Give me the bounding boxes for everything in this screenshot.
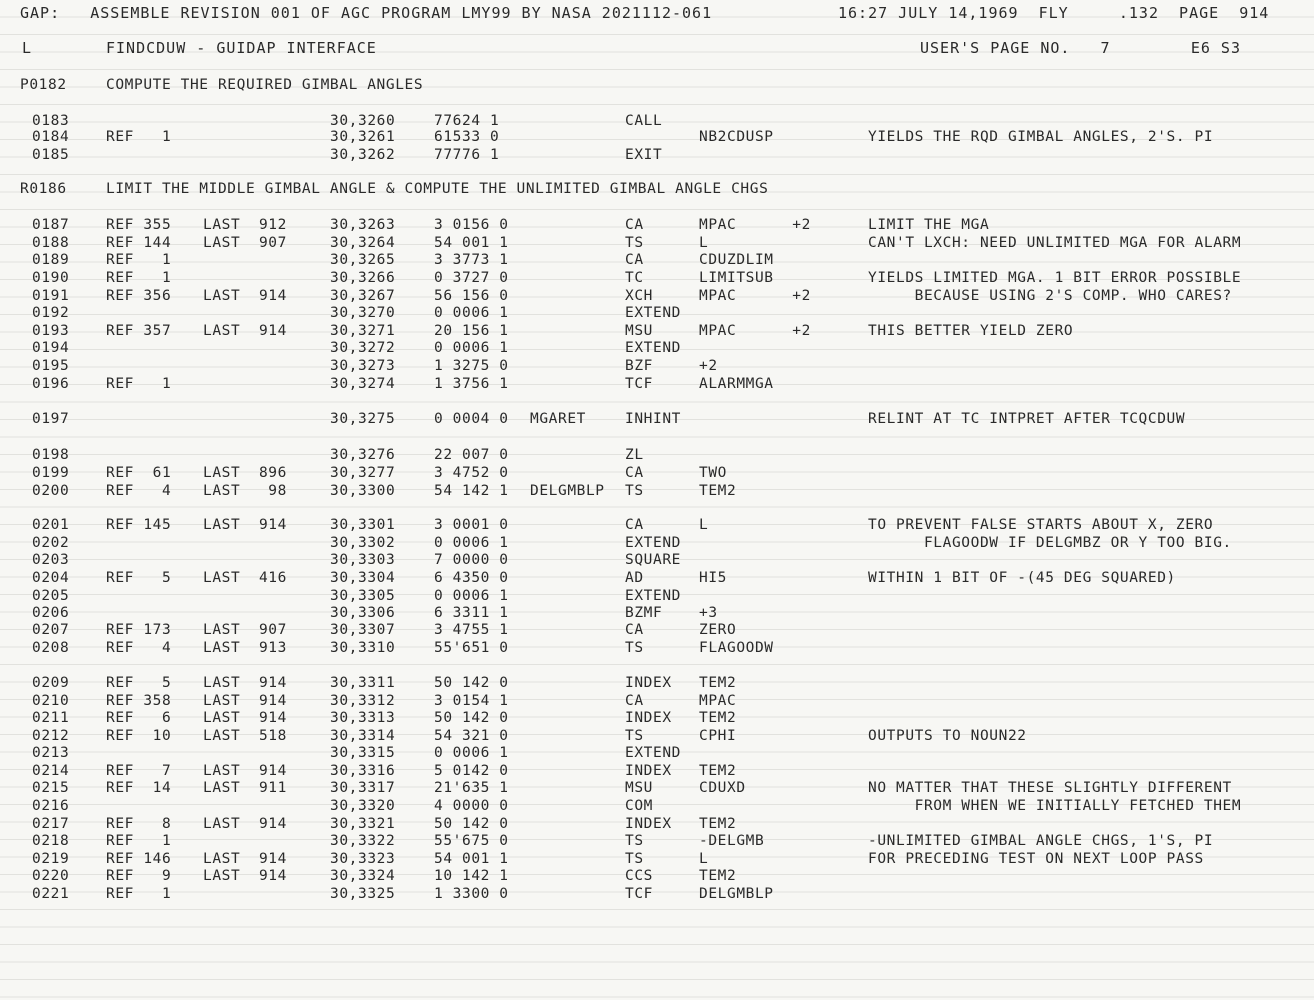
address-field: 30,3262 xyxy=(330,147,396,163)
code-field: 22 007 0 xyxy=(434,447,509,463)
comment-field: WITHIN 1 BIT OF -(45 DEG SQUARED) xyxy=(868,570,1176,586)
operand-field: TEM2 xyxy=(699,816,737,832)
address-field: 30,3302 xyxy=(330,535,396,551)
ref-field: REF 1 xyxy=(106,129,172,145)
ref-field: REF 1 xyxy=(106,270,172,286)
code-field: 54 001 1 xyxy=(434,851,509,867)
address-field: 30,3311 xyxy=(330,675,396,691)
code-field: 6 3311 1 xyxy=(434,605,509,621)
address-field: 30,3316 xyxy=(330,763,396,779)
code-field: 3 3773 1 xyxy=(434,252,509,268)
last-field: LAST 416 xyxy=(203,570,287,586)
comment-field: OUTPUTS TO NOUN22 xyxy=(868,728,1027,744)
line-number: 0215 xyxy=(32,780,70,796)
opcode-field: CALL xyxy=(625,113,663,129)
code-field: 3 4752 0 xyxy=(434,465,509,481)
address-field: 30,3301 xyxy=(330,517,396,533)
section-number: R0186 xyxy=(20,181,67,197)
operand-field: MPAC +2 xyxy=(699,323,811,339)
opcode-field: CA xyxy=(625,217,644,233)
operand-field: L xyxy=(699,851,709,867)
opcode-field: EXTEND xyxy=(625,588,681,604)
opcode-field: TS xyxy=(625,483,644,499)
code-field: 3 0154 1 xyxy=(434,693,509,709)
address-field: 30,3266 xyxy=(330,270,396,286)
operand-field: LIMITSUB xyxy=(699,270,774,286)
opcode-field: BZMF xyxy=(625,605,663,621)
line-number: 0219 xyxy=(32,851,70,867)
ref-field: REF 146 xyxy=(106,851,172,867)
code-field: 3 0001 0 xyxy=(434,517,509,533)
line-number: 0185 xyxy=(32,147,70,163)
opcode-field: INDEX xyxy=(625,710,672,726)
ref-field: REF 356 xyxy=(106,288,172,304)
address-field: 30,3310 xyxy=(330,640,396,656)
code-field: 3 4755 1 xyxy=(434,622,509,638)
line-number: 0220 xyxy=(32,868,70,884)
ref-field: REF 358 xyxy=(106,693,172,709)
address-field: 30,3323 xyxy=(330,851,396,867)
line-number: 0188 xyxy=(32,235,70,251)
opcode-field: CA xyxy=(625,465,644,481)
subheader-marker: L xyxy=(22,39,33,57)
address-field: 30,3320 xyxy=(330,798,396,814)
operand-field: HI5 xyxy=(699,570,727,586)
line-number: 0201 xyxy=(32,517,70,533)
code-field: 0 0006 1 xyxy=(434,305,509,321)
line-number: 0209 xyxy=(32,675,70,691)
code-field: 20 156 1 xyxy=(434,323,509,339)
address-field: 30,3272 xyxy=(330,340,396,356)
ref-field: REF 144 xyxy=(106,235,172,251)
operand-field: CDUZDLIM xyxy=(699,252,774,268)
ref-field: REF 9 xyxy=(106,868,172,884)
line-number: 0208 xyxy=(32,640,70,656)
operand-field: CDUXD xyxy=(699,780,746,796)
ref-field: REF 5 xyxy=(106,570,172,586)
opcode-field: CCS xyxy=(625,868,653,884)
opcode-field: EXIT xyxy=(625,147,663,163)
line-number: 0192 xyxy=(32,305,70,321)
opcode-field: CA xyxy=(625,252,644,268)
code-field: 50 142 0 xyxy=(434,675,509,691)
ref-field: REF 4 xyxy=(106,640,172,656)
address-field: 30,3270 xyxy=(330,305,396,321)
last-field: LAST 518 xyxy=(203,728,287,744)
comment-field: FOR PRECEDING TEST ON NEXT LOOP PASS xyxy=(868,851,1204,867)
line-number: 0199 xyxy=(32,465,70,481)
code-field: 50 142 0 xyxy=(434,816,509,832)
last-field: LAST 914 xyxy=(203,851,287,867)
code-field: 0 0004 0 xyxy=(434,411,509,427)
last-field: LAST 914 xyxy=(203,763,287,779)
operand-field: TEM2 xyxy=(699,763,737,779)
comment-field: FLAGOODW IF DELGMBZ OR Y TOO BIG. xyxy=(868,535,1232,551)
address-field: 30,3271 xyxy=(330,323,396,339)
address-field: 30,3274 xyxy=(330,376,396,392)
line-number: 0198 xyxy=(32,447,70,463)
last-field: LAST 907 xyxy=(203,235,287,251)
code-field: 6 4350 0 xyxy=(434,570,509,586)
section-number: P0182 xyxy=(20,77,67,93)
subheader-right: USER'S PAGE NO. 7 E6 S3 xyxy=(920,39,1241,57)
code-field: 1 3756 1 xyxy=(434,376,509,392)
header-left: GAP: ASSEMBLE REVISION 001 OF AGC PROGRAM LMY99 BY NASA 2021112-061 xyxy=(20,4,713,22)
address-field: 30,3260 xyxy=(330,113,396,129)
code-field: 0 0006 1 xyxy=(434,745,509,761)
address-field: 30,3313 xyxy=(330,710,396,726)
comment-field: CAN'T LXCH: NEED UNLIMITED MGA FOR ALARM xyxy=(868,235,1242,251)
label-field: MGARET xyxy=(530,411,586,427)
code-field: 0 3727 0 xyxy=(434,270,509,286)
opcode-field: INDEX xyxy=(625,675,672,691)
line-number: 0207 xyxy=(32,622,70,638)
line-number: 0196 xyxy=(32,376,70,392)
ref-field: REF 355 xyxy=(106,217,172,233)
opcode-field: TS xyxy=(625,640,644,656)
operand-field: TEM2 xyxy=(699,675,737,691)
last-field: LAST 914 xyxy=(203,288,287,304)
comment-field: THIS BETTER YIELD ZERO xyxy=(868,323,1074,339)
line-number: 0202 xyxy=(32,535,70,551)
opcode-field: CA xyxy=(625,517,644,533)
code-field: 5 0142 0 xyxy=(434,763,509,779)
last-field: LAST 914 xyxy=(203,675,287,691)
opcode-field: TCF xyxy=(625,376,653,392)
last-field: LAST 914 xyxy=(203,323,287,339)
last-field: LAST 914 xyxy=(203,517,287,533)
operand-field: TEM2 xyxy=(699,868,737,884)
address-field: 30,3322 xyxy=(330,833,396,849)
opcode-field: ZL xyxy=(625,447,644,463)
operand-field: CPHI xyxy=(699,728,737,744)
comment-field: NO MATTER THAT THESE SLIGHTLY DIFFERENT xyxy=(868,780,1232,796)
operand-field: TEM2 xyxy=(699,483,737,499)
ref-field: REF 7 xyxy=(106,763,172,779)
last-field: LAST 912 xyxy=(203,217,287,233)
address-field: 30,3261 xyxy=(330,129,396,145)
opcode-field: SQUARE xyxy=(625,552,681,568)
code-field: 1 3275 0 xyxy=(434,358,509,374)
operand-field: L xyxy=(699,235,709,251)
code-field: 3 0156 0 xyxy=(434,217,509,233)
line-number: 0211 xyxy=(32,710,70,726)
code-field: 10 142 1 xyxy=(434,868,509,884)
address-field: 30,3277 xyxy=(330,465,396,481)
ref-field: REF 173 xyxy=(106,622,172,638)
ref-field: REF 8 xyxy=(106,816,172,832)
last-field: LAST 98 xyxy=(203,483,287,499)
address-field: 30,3317 xyxy=(330,780,396,796)
last-field: LAST 914 xyxy=(203,816,287,832)
opcode-field: COM xyxy=(625,798,653,814)
comment-field: -UNLIMITED GIMBAL ANGLE CHGS, 1'S, PI xyxy=(868,833,1214,849)
operand-field: TWO xyxy=(699,465,727,481)
comment-field: TO PREVENT FALSE STARTS ABOUT X, ZERO xyxy=(868,517,1214,533)
section-title: LIMIT THE MIDDLE GIMBAL ANGLE & COMPUTE THE UNLIMITED GIMBAL ANGLE CHGS xyxy=(106,181,769,197)
operand-field: MPAC +2 xyxy=(699,217,811,233)
code-field: 55'675 0 xyxy=(434,833,509,849)
address-field: 30,3304 xyxy=(330,570,396,586)
operand-field: NB2CDUSP xyxy=(699,129,774,145)
code-field: 56 156 0 xyxy=(434,288,509,304)
line-number: 0205 xyxy=(32,588,70,604)
opcode-field: TC xyxy=(625,270,644,286)
code-field: 0 0006 1 xyxy=(434,340,509,356)
code-field: 54 321 0 xyxy=(434,728,509,744)
line-number: 0193 xyxy=(32,323,70,339)
address-field: 30,3306 xyxy=(330,605,396,621)
address-field: 30,3275 xyxy=(330,411,396,427)
code-field: 54 001 1 xyxy=(434,235,509,251)
line-number: 0187 xyxy=(32,217,70,233)
code-field: 0 0006 1 xyxy=(434,588,509,604)
line-number: 0189 xyxy=(32,252,70,268)
address-field: 30,3305 xyxy=(330,588,396,604)
ref-field: REF 1 xyxy=(106,252,172,268)
header-right: 16:27 JULY 14,1969 FLY .132 PAGE 914 xyxy=(838,4,1270,22)
address-field: 30,3265 xyxy=(330,252,396,268)
operand-field: MPAC +2 xyxy=(699,288,811,304)
opcode-field: EXTEND xyxy=(625,535,681,551)
opcode-field: TS xyxy=(625,728,644,744)
opcode-field: CA xyxy=(625,622,644,638)
opcode-field: EXTEND xyxy=(625,340,681,356)
comment-field: LIMIT THE MGA xyxy=(868,217,990,233)
opcode-field: TS xyxy=(625,833,644,849)
last-field: LAST 913 xyxy=(203,640,287,656)
line-number: 0204 xyxy=(32,570,70,586)
operand-field: MPAC xyxy=(699,693,737,709)
address-field: 30,3263 xyxy=(330,217,396,233)
ref-field: REF 1 xyxy=(106,886,172,902)
ref-field: REF 6 xyxy=(106,710,172,726)
ref-field: REF 145 xyxy=(106,517,172,533)
line-number: 0184 xyxy=(32,129,70,145)
operand-field: +3 xyxy=(699,605,718,621)
line-number: 0194 xyxy=(32,340,70,356)
code-field: 55'651 0 xyxy=(434,640,509,656)
address-field: 30,3324 xyxy=(330,868,396,884)
opcode-field: AD xyxy=(625,570,644,586)
address-field: 30,3315 xyxy=(330,745,396,761)
line-number: 0206 xyxy=(32,605,70,621)
last-field: LAST 914 xyxy=(203,868,287,884)
opcode-field: TS xyxy=(625,851,644,867)
ref-field: REF 14 xyxy=(106,780,172,796)
code-field: 54 142 1 xyxy=(434,483,509,499)
address-field: 30,3267 xyxy=(330,288,396,304)
last-field: LAST 911 xyxy=(203,780,287,796)
line-number: 0190 xyxy=(32,270,70,286)
operand-field: DELGMBLP xyxy=(699,886,774,902)
line-number: 0214 xyxy=(32,763,70,779)
address-field: 30,3273 xyxy=(330,358,396,374)
last-field: LAST 907 xyxy=(203,622,287,638)
operand-field: L xyxy=(699,517,709,533)
address-field: 30,3312 xyxy=(330,693,396,709)
code-field: 1 3300 0 xyxy=(434,886,509,902)
ref-field: REF 4 xyxy=(106,483,172,499)
comment-field: RELINT AT TC INTPRET AFTER TCQCDUW xyxy=(868,411,1186,427)
section-title: COMPUTE THE REQUIRED GIMBAL ANGLES xyxy=(106,77,424,93)
address-field: 30,3307 xyxy=(330,622,396,638)
operand-field: FLAGOODW xyxy=(699,640,774,656)
ref-field: REF 10 xyxy=(106,728,172,744)
code-field: 77776 1 xyxy=(434,147,500,163)
address-field: 30,3314 xyxy=(330,728,396,744)
comment-field: YIELDS LIMITED MGA. 1 BIT ERROR POSSIBLE xyxy=(868,270,1242,286)
address-field: 30,3276 xyxy=(330,447,396,463)
comment-field: FROM WHEN WE INITIALLY FETCHED THEM xyxy=(868,798,1242,814)
ref-field: REF 357 xyxy=(106,323,172,339)
address-field: 30,3321 xyxy=(330,816,396,832)
ref-field: REF 1 xyxy=(106,376,172,392)
line-number: 0212 xyxy=(32,728,70,744)
line-number: 0210 xyxy=(32,693,70,709)
opcode-field: MSU xyxy=(625,780,653,796)
ref-field: REF 61 xyxy=(106,465,172,481)
line-number: 0183 xyxy=(32,113,70,129)
line-number: 0195 xyxy=(32,358,70,374)
subheader-title: FINDCDUW - GUIDAP INTERFACE xyxy=(106,39,377,57)
operand-field: ZERO xyxy=(699,622,737,638)
last-field: LAST 914 xyxy=(203,710,287,726)
opcode-field: TCF xyxy=(625,886,653,902)
opcode-field: INHINT xyxy=(625,411,681,427)
code-field: 7 0000 0 xyxy=(434,552,509,568)
last-field: LAST 896 xyxy=(203,465,287,481)
code-field: 21'635 1 xyxy=(434,780,509,796)
line-number: 0213 xyxy=(32,745,70,761)
operand-field: -DELGMB xyxy=(699,833,765,849)
operand-field: TEM2 xyxy=(699,710,737,726)
opcode-field: EXTEND xyxy=(625,745,681,761)
address-field: 30,3325 xyxy=(330,886,396,902)
line-number: 0218 xyxy=(32,833,70,849)
operand-field: +2 xyxy=(699,358,718,374)
line-number: 0191 xyxy=(32,288,70,304)
opcode-field: EXTEND xyxy=(625,305,681,321)
code-field: 4 0000 0 xyxy=(434,798,509,814)
address-field: 30,3303 xyxy=(330,552,396,568)
code-field: 50 142 0 xyxy=(434,710,509,726)
opcode-field: INDEX xyxy=(625,763,672,779)
line-number: 0221 xyxy=(32,886,70,902)
last-field: LAST 914 xyxy=(203,693,287,709)
opcode-field: INDEX xyxy=(625,816,672,832)
opcode-field: TS xyxy=(625,235,644,251)
opcode-field: XCH xyxy=(625,288,653,304)
address-field: 30,3264 xyxy=(330,235,396,251)
code-field: 61533 0 xyxy=(434,129,500,145)
comment-field: BECAUSE USING 2'S COMP. WHO CARES? xyxy=(868,288,1232,304)
line-number: 0216 xyxy=(32,798,70,814)
line-number: 0217 xyxy=(32,816,70,832)
operand-field: ALARMMGA xyxy=(699,376,774,392)
opcode-field: BZF xyxy=(625,358,653,374)
comment-field: YIELDS THE RQD GIMBAL ANGLES, 2'S. PI xyxy=(868,129,1214,145)
address-field: 30,3300 xyxy=(330,483,396,499)
label-field: DELGMBLP xyxy=(530,483,605,499)
opcode-field: MSU xyxy=(625,323,653,339)
opcode-field: CA xyxy=(625,693,644,709)
code-field: 0 0006 1 xyxy=(434,535,509,551)
ref-field: REF 5 xyxy=(106,675,172,691)
line-number: 0197 xyxy=(32,411,70,427)
line-number: 0200 xyxy=(32,483,70,499)
code-field: 77624 1 xyxy=(434,113,500,129)
line-number: 0203 xyxy=(32,552,70,568)
ref-field: REF 1 xyxy=(106,833,172,849)
